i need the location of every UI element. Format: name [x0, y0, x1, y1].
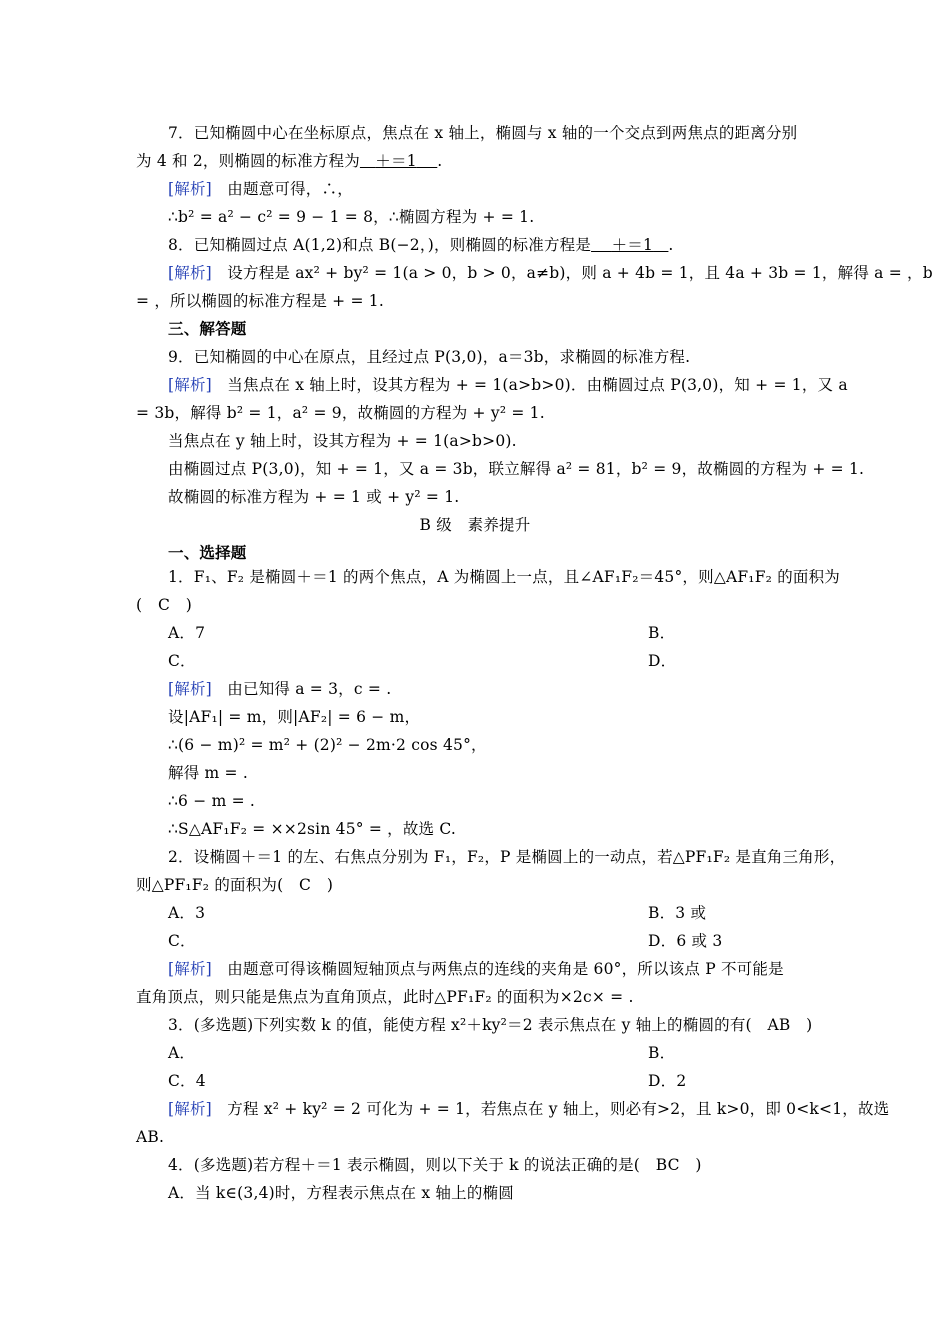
solution-1-line-4: 解得 m = .	[168, 764, 248, 782]
solution-8-line-2: = ，所以椭圆的标准方程是 + = 1.	[136, 292, 384, 310]
question-4-line-1: 4．(多选题)若方程＋＝1 表示椭圆，则以下关于 k 的说法正确的是( BC )	[168, 1156, 702, 1174]
section-heading-choice: 一、选择题	[168, 543, 247, 562]
level-b-heading: B 级 素养提升	[419, 516, 531, 534]
solution-text: 当焦点在 x 轴上时，设其方程为 + = 1(a>b>0)．由椭圆过点 P(3,0)，知 + = 1，又 a	[227, 376, 848, 394]
solution-1-line-5: ∴6 − m = .	[168, 792, 256, 810]
option-c: C．	[168, 652, 196, 670]
question-9-line-1: 9．已知椭圆的中心在原点，且经过点 P(3,0)，a＝3b，求椭圆的标准方程.	[168, 348, 691, 366]
solution-7-line-1	[168, 178, 848, 200]
solution-9-line-1	[168, 374, 848, 396]
solution-text: 方程 x² + ky² = 2 可化为 + = 1，若焦点在 y 轴上，则必有>2，且 k>0，即 0<k<1，故选	[227, 1100, 890, 1118]
section-heading-answer-questions: 三、解答题	[168, 319, 247, 338]
solution-8-line-1	[168, 262, 933, 284]
solution-9-line-5: 故椭圆的标准方程为 + = 1 或 + y² = 1.	[168, 488, 460, 506]
solution-1-line-1	[168, 678, 848, 700]
question-7-line-1: 7．已知椭圆中心在坐标原点，焦点在 x 轴上，椭圆与 x 轴的一个交点到两焦点的距离分别	[168, 124, 798, 142]
question-1-answer: ( C )	[136, 596, 192, 614]
solution-1-line-2: 设|AF₁| = m，则|AF₂| = 6 − m，	[168, 708, 421, 726]
question-3-options-row-1	[168, 1042, 848, 1064]
solution-text: 设方程是 ax² + by² = 1(a > 0，b > 0，a≠b)，则 a + 4b = 1，且 4a + 3b = 1，解得 a = ，b	[227, 264, 933, 282]
option-b: B．	[648, 624, 676, 642]
question-4-option-a: A．当 k∈(3,4)时，方程表示焦点在 x 轴上的椭圆	[168, 1184, 514, 1202]
option-c: C．4	[168, 1072, 206, 1090]
solution-text: 由题意可得该椭圆短轴顶点与两焦点的连线的夹角是 60°，所以该点 P 不可能是	[227, 960, 784, 978]
solution-2-line-1	[168, 958, 848, 980]
solution-tag: [解析]	[168, 680, 212, 698]
solution-text: 由题意可得，∴，	[227, 180, 353, 198]
solution-text: 由已知得 a = 3，c = .	[227, 680, 392, 698]
answer-blank-text: ＋＝1	[611, 236, 654, 254]
question-1-options-row-2	[168, 650, 848, 672]
solution-tag: [解析]	[168, 960, 212, 978]
question-2-line-2: 则△PF₁F₂ 的面积为( C )	[136, 876, 334, 894]
question-2-options-row-1	[168, 902, 848, 924]
option-d: D．	[648, 652, 677, 670]
option-b: B．3 或	[648, 904, 707, 922]
question-7-text: 为 4 和 2，则椭圆的标准方程为	[136, 152, 360, 170]
solution-7-line-2: ∴b² = a² − c² = 9 − 1 = 8，∴椭圆方程为 + = 1.	[168, 208, 535, 226]
option-a: A．	[168, 1044, 196, 1062]
solution-1-line-3: ∴(6 − m)² = m² + (2)² − 2m·2 cos 45°，	[168, 736, 487, 754]
question-1-line-1: 1．F₁、F₂ 是椭圆＋＝1 的两个焦点，A 为椭圆上一点，且∠AF₁F₂＝45°，则△AF₁F₂ 的面积为	[168, 568, 841, 586]
question-8-text: 8．已知椭圆过点 A(1,2)和点 B(−2，)，则椭圆的标准方程是	[168, 236, 592, 254]
solution-tag: [解析]	[168, 180, 212, 198]
question-8-line-1: 8．已知椭圆过点 A(1,2)和点 B(−2，)，则椭圆的标准方程是 ＋＝1 .	[168, 236, 674, 254]
answer-blank	[591, 236, 668, 254]
solution-tag: [解析]	[168, 264, 212, 282]
solution-9-line-3: 当焦点在 y 轴上时，设其方程为 + = 1(a>b>0).	[168, 432, 517, 450]
option-d: D．6 或 3	[648, 932, 723, 950]
question-3-line-1: 3．(多选题)下列实数 k 的值，能使方程 x²＋ky²＝2 表示焦点在 y 轴上的椭圆的有( AB )	[168, 1016, 813, 1034]
option-c: C．	[168, 932, 196, 950]
answer-blank	[360, 152, 437, 170]
option-a: A．7	[168, 624, 206, 642]
question-7-line-2: 为 4 和 2，则椭圆的标准方程为 ＋＝1 .	[136, 152, 443, 170]
question-3-options-row-2	[168, 1070, 848, 1092]
solution-3-line-2: AB.	[136, 1128, 165, 1146]
question-2-line-1: 2．设椭圆＋＝1 的左、右焦点分别为 F₁，F₂，P 是椭圆上的一动点，若△PF₁F₂ 是直角三角形，	[168, 848, 846, 866]
solution-9-line-2: = 3b，解得 b² = 1，a² = 9，故椭圆的方程为 + y² = 1.	[136, 404, 545, 422]
solution-9-line-4: 由椭圆过点 P(3,0)，知 + = 1，又 a = 3b，联立解得 a² = 81，b² = 9，故椭圆的方程为 + = 1.	[168, 460, 865, 478]
option-a: A．3	[168, 904, 206, 922]
question-1-options-row-1	[168, 622, 848, 644]
question-2-options-row-2	[168, 930, 848, 952]
solution-1-line-6: ∴S△AF₁F₂ = ××2sin 45° = ，故选 C.	[168, 820, 457, 838]
solution-2-line-2: 直角顶点，则只能是焦点为直角顶点，此时△PF₁F₂ 的面积为×2c× = .	[136, 988, 634, 1006]
solution-tag: [解析]	[168, 376, 212, 394]
option-b: B．	[648, 1044, 676, 1062]
answer-blank-text: ＋＝1	[375, 152, 417, 170]
solution-3-line-1	[168, 1098, 890, 1120]
solution-tag: [解析]	[168, 1100, 212, 1118]
option-d: D．2	[648, 1072, 687, 1090]
